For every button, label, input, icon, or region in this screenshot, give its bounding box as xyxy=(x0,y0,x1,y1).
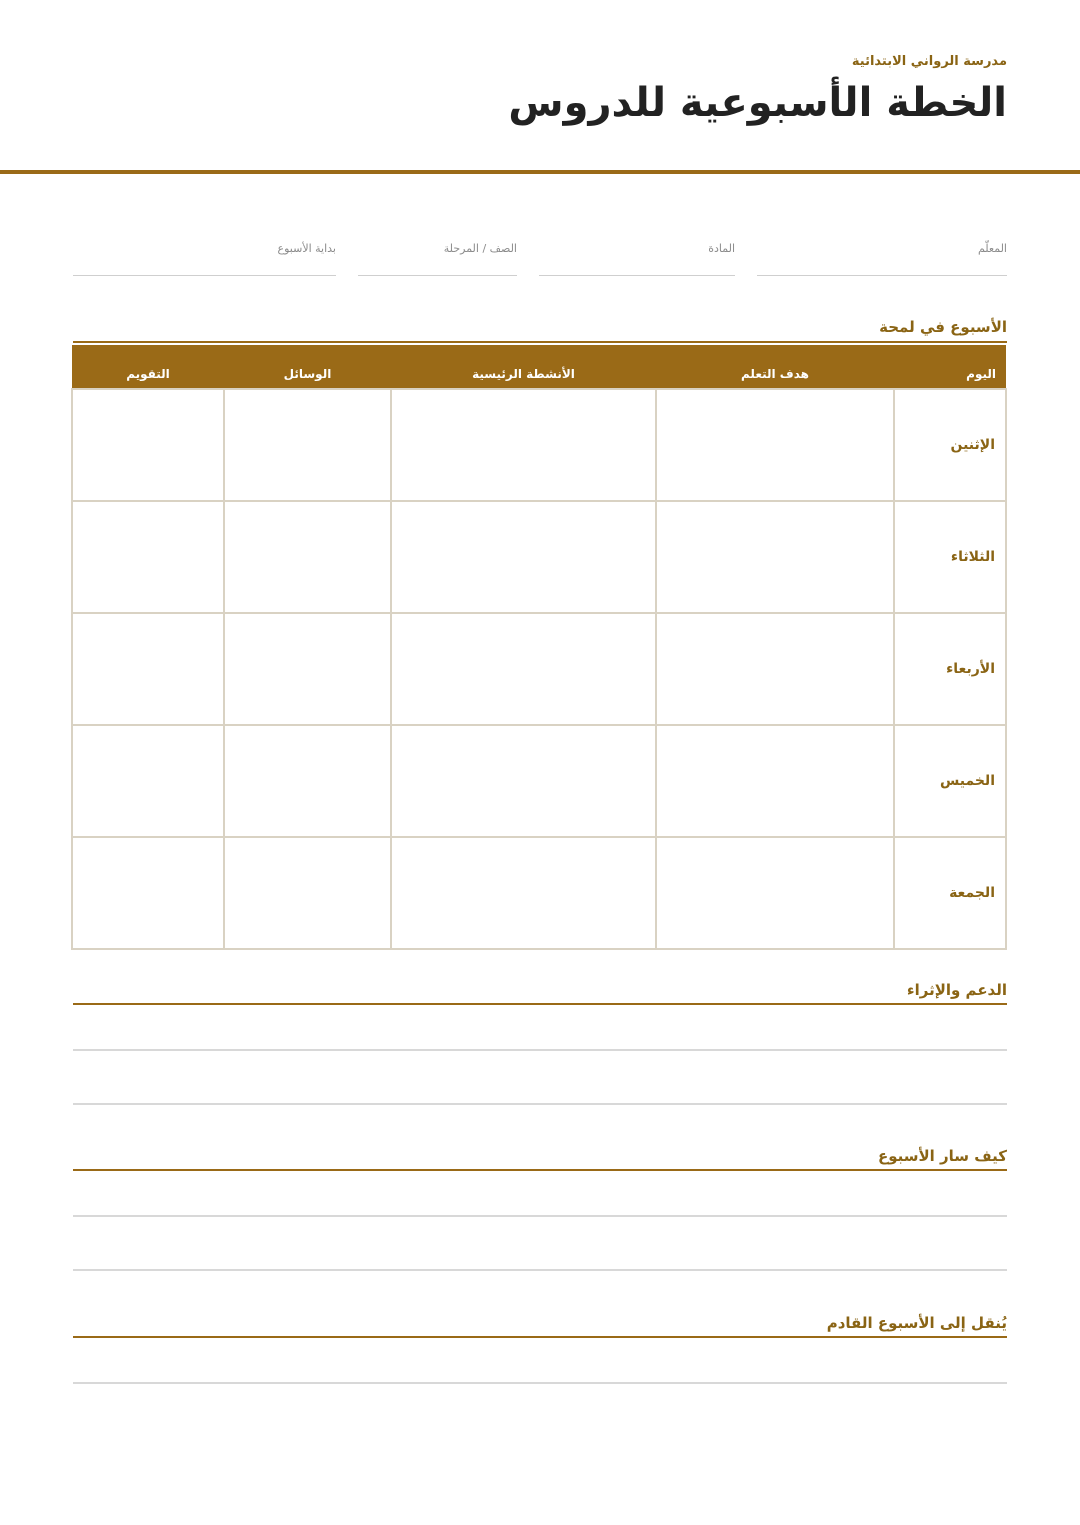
resources-cell[interactable] xyxy=(224,837,391,949)
subject-field[interactable] xyxy=(539,240,735,276)
assessment-cell[interactable] xyxy=(72,837,224,949)
carry-over-section-title: يُنقل إلى الأسبوع القادم xyxy=(826,1314,1007,1332)
grade-field[interactable] xyxy=(358,240,517,276)
table-row xyxy=(72,501,1006,613)
table-header-row xyxy=(72,345,1006,389)
column-header-objective: هدف التعلم xyxy=(656,345,894,389)
day-cell-thursday: الخميس xyxy=(894,725,1006,837)
glance-section-title: الأسبوع في لمحة xyxy=(879,318,1007,336)
table-row xyxy=(72,837,1006,949)
resources-cell[interactable] xyxy=(224,725,391,837)
info-fields xyxy=(73,240,1007,276)
column-header-resources: الوسائل xyxy=(224,345,391,389)
weekly-plan-table xyxy=(71,345,1007,950)
glance-divider xyxy=(73,341,1007,343)
support-divider xyxy=(73,1003,1007,1005)
resources-cell[interactable] xyxy=(224,501,391,613)
assessment-cell[interactable] xyxy=(72,389,224,501)
day-cell-tuesday: الثلاثاء xyxy=(894,501,1006,613)
page-header xyxy=(0,0,1080,174)
activities-cell[interactable] xyxy=(391,389,656,501)
objective-cell[interactable] xyxy=(656,613,894,725)
writing-line[interactable] xyxy=(73,1215,1007,1217)
day-cell-monday: الإثنين xyxy=(894,389,1006,501)
day-cell-wednesday: الأربعاء xyxy=(894,613,1006,725)
subject-label: المادة xyxy=(708,242,735,255)
objective-cell[interactable] xyxy=(656,389,894,501)
assessment-cell[interactable] xyxy=(72,613,224,725)
objective-cell[interactable] xyxy=(656,725,894,837)
column-header-assessment: التقويم xyxy=(72,345,224,389)
day-cell-friday: الجمعة xyxy=(894,837,1006,949)
assessment-cell[interactable] xyxy=(72,725,224,837)
teacher-field[interactable] xyxy=(757,240,1007,276)
activities-cell[interactable] xyxy=(391,613,656,725)
reflection-divider xyxy=(73,1169,1007,1171)
table-row xyxy=(72,725,1006,837)
table-row xyxy=(72,389,1006,501)
objective-cell[interactable] xyxy=(656,501,894,613)
column-header-day: اليوم xyxy=(894,345,1006,389)
teacher-label: المعلّم xyxy=(977,242,1007,255)
grade-label: الصف / المرحلة xyxy=(443,242,517,255)
writing-line[interactable] xyxy=(73,1269,1007,1271)
header-divider xyxy=(0,170,1080,174)
activities-cell[interactable] xyxy=(391,725,656,837)
activities-cell[interactable] xyxy=(391,837,656,949)
carry-over-divider xyxy=(73,1336,1007,1338)
column-header-activities: الأنشطة الرئيسية xyxy=(391,345,656,389)
page-title: الخطة الأسبوعية للدروس xyxy=(508,80,1007,126)
support-section-title: الدعم والإثراء xyxy=(906,981,1007,999)
week-start-field[interactable] xyxy=(73,240,336,276)
objective-cell[interactable] xyxy=(656,837,894,949)
table-row xyxy=(72,613,1006,725)
assessment-cell[interactable] xyxy=(72,501,224,613)
resources-cell[interactable] xyxy=(224,389,391,501)
school-name: مدرسة الرواني الابتدائية xyxy=(851,54,1007,69)
week-start-label: بداية الأسبوع xyxy=(277,242,336,255)
activities-cell[interactable] xyxy=(391,501,656,613)
writing-line[interactable] xyxy=(73,1103,1007,1105)
reflection-section-title: كيف سار الأسبوع xyxy=(877,1147,1007,1165)
resources-cell[interactable] xyxy=(224,613,391,725)
writing-line[interactable] xyxy=(73,1382,1007,1384)
writing-line[interactable] xyxy=(73,1049,1007,1051)
